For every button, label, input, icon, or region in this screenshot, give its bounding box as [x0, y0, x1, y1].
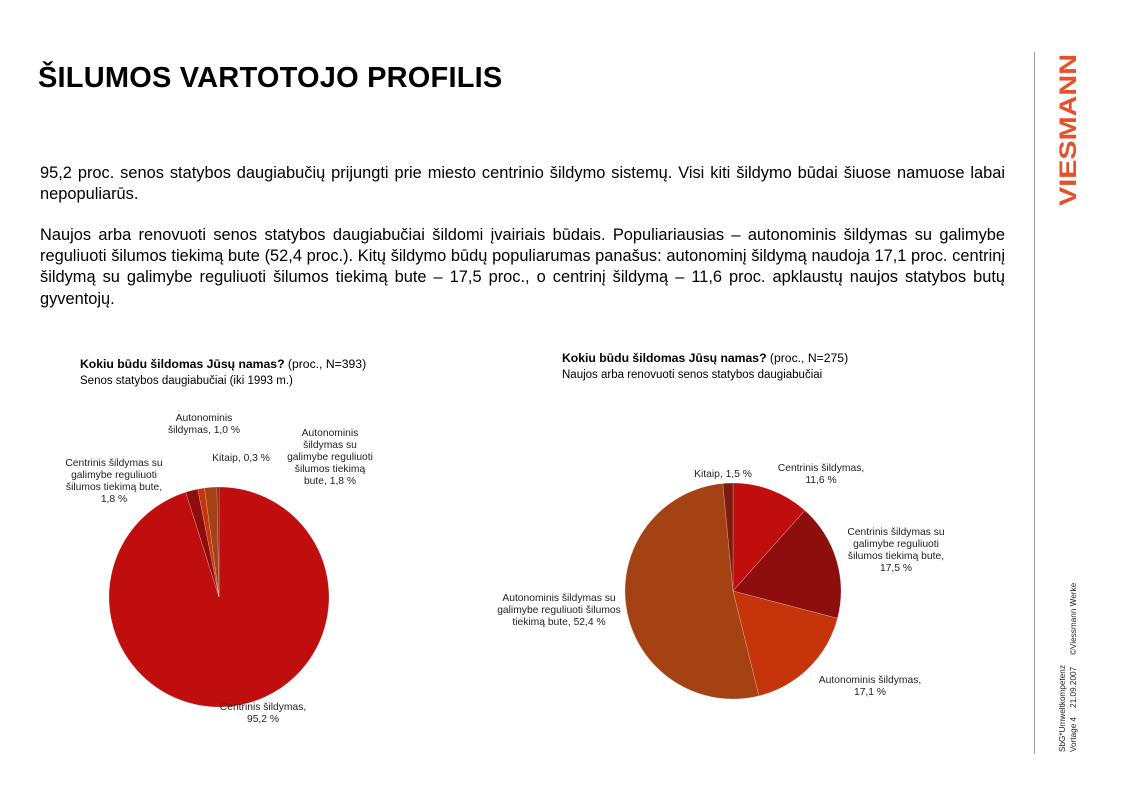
chart1-title-rest: (proc., N=393)	[284, 357, 367, 371]
chart2-subtitle: Naujos arba renovuoti senos statybos daugiabučiai	[562, 369, 823, 381]
chart2-label-2: Autonominis šildymas, 17,1 %	[818, 675, 922, 698]
chart1-title-bold: Kokiu būdu šildomas Jūsų namas?	[80, 357, 285, 371]
chart1-label-0: Centrinis šildymas, 95,2 %	[219, 702, 307, 725]
chart2-label-3: Autonominis šildymas su galimybe reguliuoti šilumos tiekimą bute, 52,4 %	[497, 593, 621, 628]
chart1-subtitle: Senos statybos daugiabučiai (iki 1993 m.)	[80, 375, 293, 387]
chart2-title-rest: (proc., N=275)	[766, 351, 849, 365]
intro-paragraph: 95,2 proc. senos statybos daugiabučių prijungti prie miesto centrinio šildymo sistemų. Visi kiti šildymo būdai šiuose namuose labai nepopuliarūs.	[40, 164, 1005, 204]
chart2-title-bold: Kokiu būdu šildomas Jūsų namas?	[562, 351, 767, 365]
chart2-label-4: Kitaip, 1,5 %	[694, 469, 752, 480]
footer-line1: SbG*Umweltkompetenz	[1058, 665, 1067, 752]
detail-paragraph: Naujos arba renovuoti senos statybos daugiabučiai šildomi įvairiais būdais. Populiariausias – autonominis šildymas su galimybe reguliuoti šilumos tiekimą bute (52,4 proc.). Kitų šildymo būdų populiarumas panašus: autonominį šildymą naudoja 17,1 proc. centrinį šildymą su galimybe reguliuoti šilumos tiekimą bute – 17,5 proc., o centrinį šildymą – 11,6 proc. apklaustų naujos statybos butų gyventojų.	[40, 226, 1005, 308]
chart2-label-1: Centrinis šildymas su galimybe reguliuoti šilumos tiekimą bute, 17,5 %	[847, 527, 945, 574]
page-title: ŠILUMOS VARTOTOJO PROFILIS	[38, 62, 503, 94]
chart1-label-2: Autonominis šildymas, 1,0 %	[167, 413, 241, 436]
logo-text: VIESMANN	[1055, 79, 1082, 206]
chart2-label-0: Centrinis šildymas, 11,6 %	[777, 463, 865, 486]
chart1-label-3: Autonominis šildymas su galimybe reguliuoti šilumos tiekimą bute, 1,8 %	[287, 428, 373, 487]
chart1-label-4: Kitaip, 0,3 %	[212, 453, 270, 464]
footer-line2b: ©Viessmann Werke	[1069, 582, 1078, 655]
footer-line2a: Vortage 4 21.09.2007	[1069, 666, 1078, 752]
chart1-label-1: Centrinis šildymas su galimybe reguliuoti šilumos tiekimą bute, 1,8 %	[65, 458, 163, 505]
